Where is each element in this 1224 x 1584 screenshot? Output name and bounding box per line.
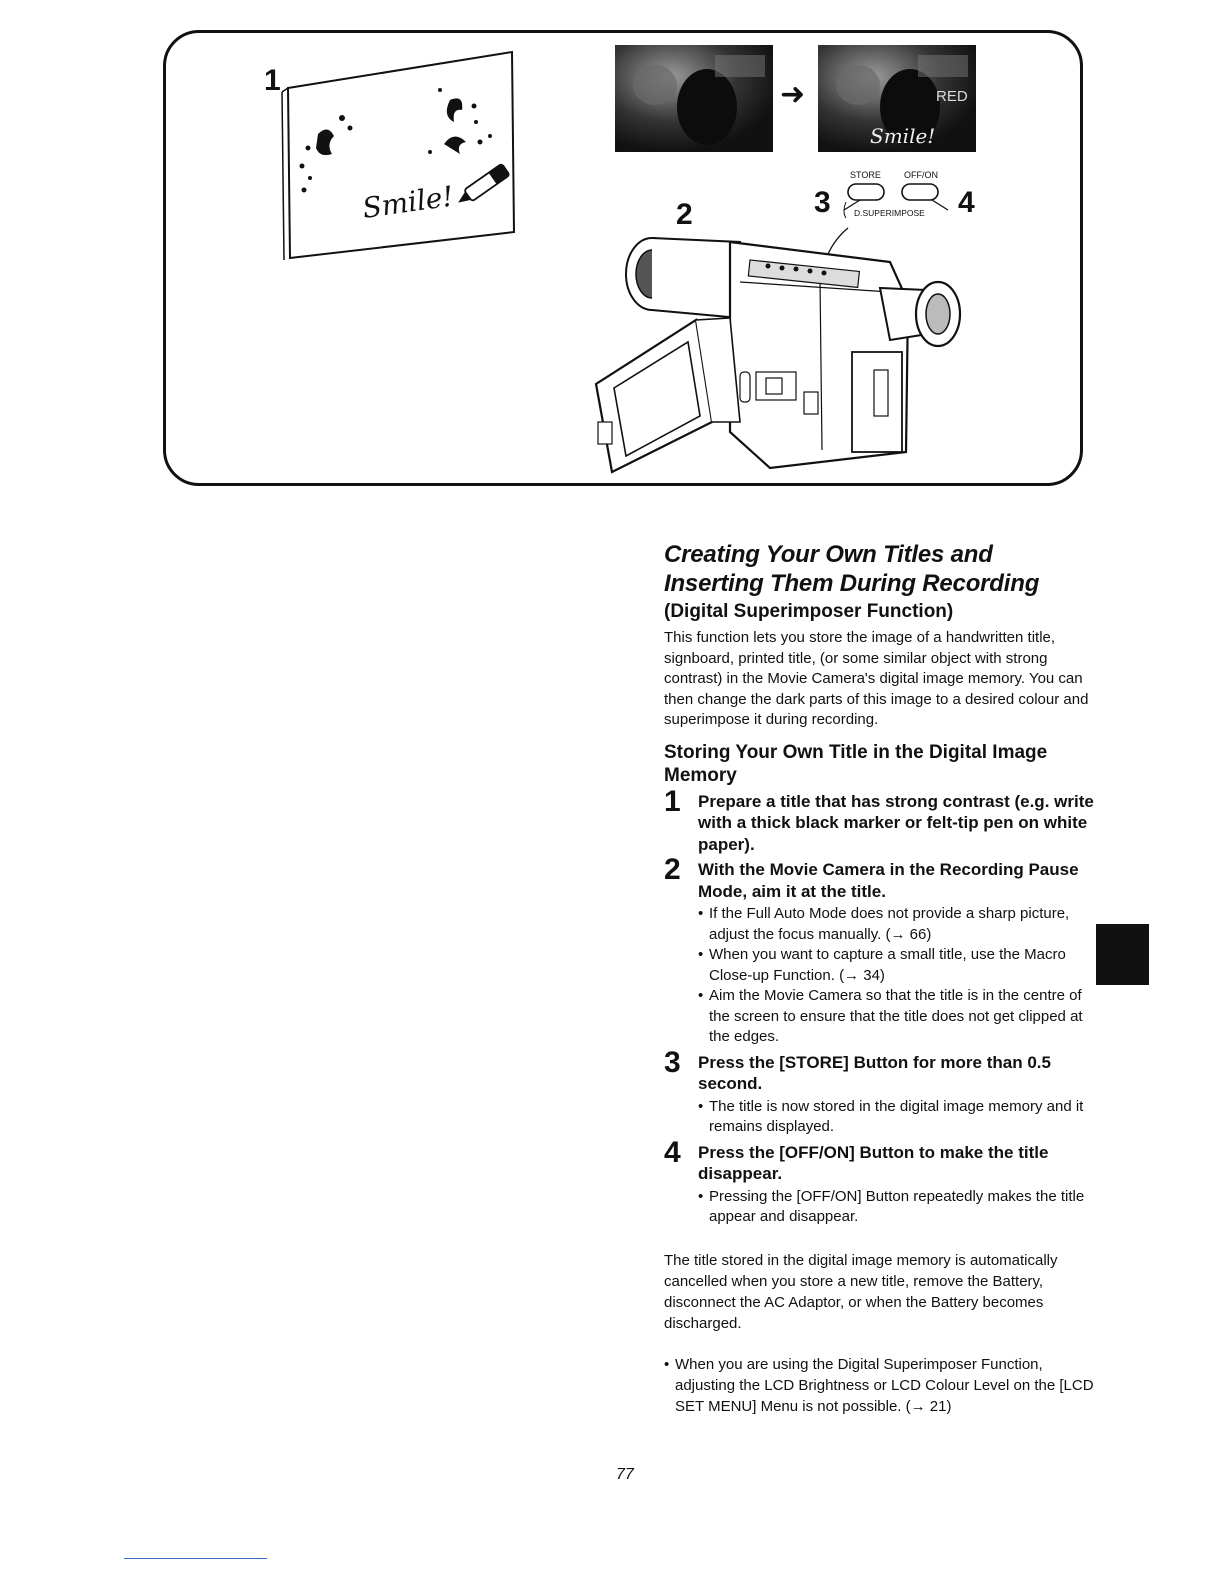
step-instruction: Prepare a title that has strong contrast (e.g. write with a thick black marker or felt-tip pen on white paper). [698,791,1094,854]
screen-before-image [615,45,773,152]
article-title [664,540,1096,598]
figure-step-2-label: 2 [676,198,693,231]
bullet-item: • Pressing the [OFF/ON] Button repeatedly makes the title appear and disappear. [698,1187,1096,1228]
step-3-bullets [698,1097,1096,1138]
step-2 [664,853,1096,1048]
step-number: 3 [664,1045,681,1079]
bullet-item: • The title is now stored in the digital image memory and it remains displayed. [698,1097,1096,1138]
offon-button-label: OFF/ON [904,170,938,180]
arrow-right-icon: ➜ [780,78,806,111]
step-1 [664,784,1096,856]
superimpose-group-label: D.SUPERIMPOSE [854,208,925,218]
step-2-bullets [698,904,1096,1048]
figure-step-1-label: 1 [264,64,281,97]
page-number: 77 [616,1466,634,1483]
title-line-2: Inserting Them During Recording [664,570,1040,597]
lcd-note-bullet: • When you are using the Digital Superimposer Function, adjusting the LCD Brightness or LCD Colour Level on the [LCD SET MENU] Menu is not possible. (→ 21) [664,1354,1096,1417]
footer-rule [124,1558,267,1559]
step-4-bullets [698,1187,1096,1228]
step-instruction: Press the [STORE] Button for more than 0.5 second. [698,1052,1051,1093]
superimpose-buttons-diagram [836,166,966,226]
step-instruction: With the Movie Camera in the Recording Pause Mode, aim it at the title. [698,860,1079,901]
screen-badge-text: RED [936,88,968,105]
section-tab-marker [1096,924,1149,985]
step-4 [664,1135,1096,1228]
store-button-label: STORE [850,170,881,180]
camcorder-illustration [590,222,970,477]
title-paper-illustration [280,48,520,263]
article-column [664,540,1096,1417]
paper-smile-text: Smile! [360,179,456,225]
figure-step-4-label: 4 [958,186,975,219]
store-button-icon [848,184,884,200]
article-subtitle: (Digital Superimposer Function) [664,601,954,622]
bullet-item: • If the Full Auto Mode does not provide a sharp picture, adjust the focus manually. (→ 66) [698,904,1096,945]
screen-after-image [818,45,976,152]
step-instruction: Press the [OFF/ON] Button to make the title disappear. [698,1142,1049,1183]
screen-smile-text: Smile! [870,124,936,148]
step-number: 4 [664,1135,681,1169]
title-line-1: Creating Your Own Titles and [664,541,993,568]
figure-step-3-label: 3 [814,186,831,219]
section-heading: Storing Your Own Title in the Digital Image Memory [664,741,1048,786]
memory-note-paragraph: The title stored in the digital image memory is automatically cancelled when you store a new title, remove the Battery, disconnect the AC Adaptor, or when the Battery becomes discharged. [664,1251,1058,1332]
step-number: 1 [664,784,681,818]
step-number: 2 [664,853,681,886]
step-3 [664,1045,1096,1138]
intro-paragraph: This function lets you store the image of a handwritten title, signboard, printed title, (or some similar object with strong contrast) in the Movie Camera's digital image memory. You can then change the dark parts of this image to a desired colour and superimpose it during recording. [664,629,1089,728]
offon-button-icon [902,184,938,200]
bullet-item: • Aim the Movie Camera so that the title is in the centre of the screen to ensure that the title does not get clipped at the edges. [698,986,1096,1048]
bullet-item: • When you want to capture a small title, use the Macro Close-up Function. (→ 34) [698,945,1096,986]
